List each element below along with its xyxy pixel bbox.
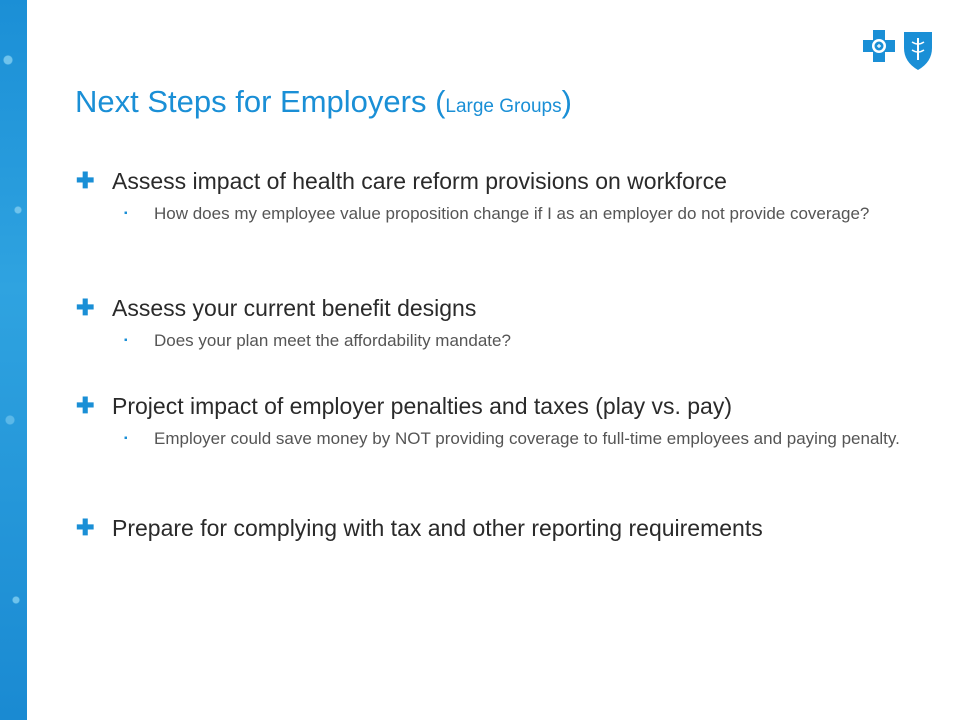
list-item-text: Project impact of employer penalties and taxes (play vs. pay) — [112, 393, 733, 419]
brand-logos-svg — [860, 28, 938, 72]
list-item-text: Assess your current benefit designs — [112, 295, 477, 321]
title-paren-open: ( — [435, 84, 446, 119]
list-item — [76, 292, 926, 390]
list-item — [76, 165, 926, 277]
bullet-list — [76, 165, 926, 544]
list-item — [76, 512, 776, 544]
list-item-text: Prepare for complying with tax and other reporting requirements — [112, 515, 763, 541]
square-bullet-icon: ▪ — [124, 433, 128, 444]
cross-logo-icon — [863, 30, 895, 62]
sub-item-text: How does my employee value proposition change if I as an employer do not provide coverage? — [154, 204, 870, 223]
square-bullet-icon: ▪ — [124, 335, 128, 346]
decorative-side-bar — [0, 0, 27, 720]
plus-bullet-icon: ✚ — [76, 515, 95, 540]
title-subtitle: Large Groups — [445, 96, 562, 117]
plus-bullet-icon: ✚ — [76, 168, 95, 193]
plus-bullet-icon: ✚ — [76, 393, 95, 418]
brand-logos — [860, 28, 938, 72]
sub-item-text: Employer could save money by NOT providing coverage to full-time employees and paying penalty. — [154, 429, 900, 448]
title-paren-close: ) — [561, 84, 572, 119]
shield-logo-icon — [904, 32, 932, 70]
list-item-text: Assess impact of health care reform provisions on workforce — [112, 168, 727, 194]
title-main: Next Steps for Employers — [75, 84, 436, 119]
sub-item — [76, 330, 926, 352]
sub-item — [76, 428, 926, 450]
square-bullet-icon: ▪ — [124, 208, 128, 219]
sub-item — [76, 203, 926, 225]
list-item — [76, 390, 926, 512]
sub-item-text: Does your plan meet the affordability mandate? — [154, 331, 511, 350]
page-title — [75, 84, 572, 120]
plus-bullet-icon: ✚ — [76, 295, 95, 320]
